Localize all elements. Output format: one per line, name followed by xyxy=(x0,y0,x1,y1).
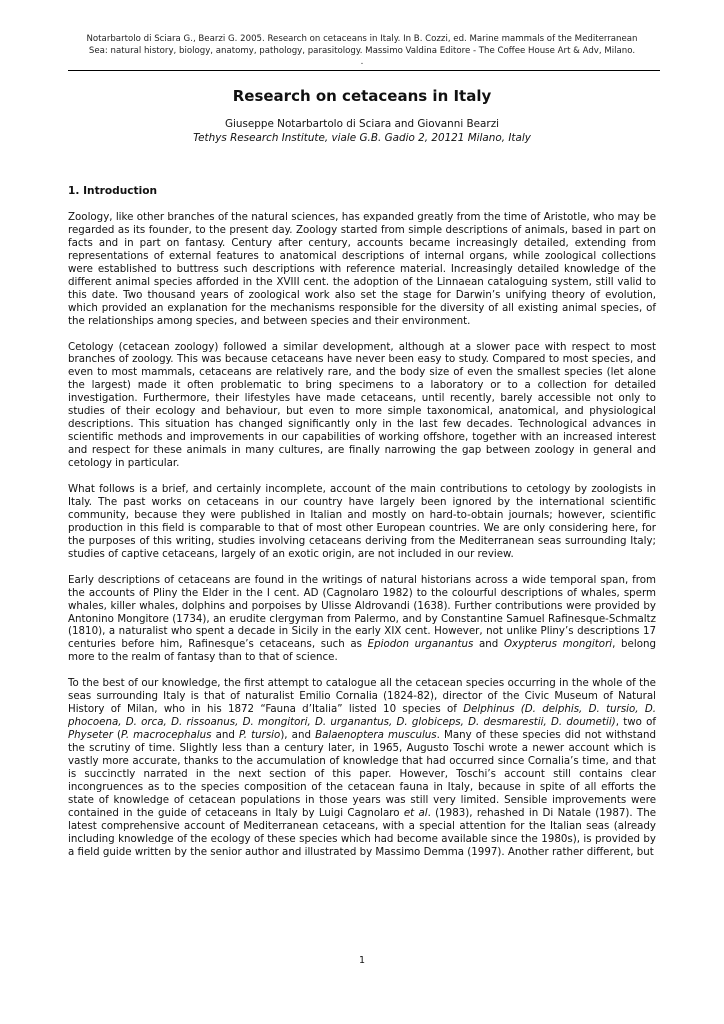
paragraph-text: ), and xyxy=(280,729,316,742)
species-name: Delphinus (D. delphis, D. tursio, D. phocoena, D. orca, D. rissoanus, D. mongitori, D. urganantus, D. globiceps, D. desmarestii, D. doumetii) xyxy=(68,703,657,729)
latin-abbreviation: et al xyxy=(403,806,428,819)
paragraph-text: . (1983), rehashed in Di Natale (1987). The latest comprehensive account of Mediterranean cetaceans, with a special attention for the Italian seas (already including knowledge of the ecology of these species which had become available since the 1980s), is provided by a field guide written by the senior author and illustrated by Massimo Demma (1997). Another rather different, but xyxy=(68,806,657,858)
paragraph-text: Early descriptions of cetaceans are found in the writings of natural historians across a wide temporal span, from the accounts of Pliny the Elder in the I cent. AD (Cagnolaro 1982) to the colourful descriptions of whales, sperm whales, killer whales, dolphins and porpoises by Ulisse Aldrovandi (1638). Further contributions were provided by Antonino Mongitore (1734), an erudite clergyman from Palermo, and by Constantine Samuel Rafinesque-Schmaltz (1810), a naturalist who spent a decade in Sicily in the early XIX cent. However, not unlike Pliny’s descriptions 17 centuries before him, Rafinesque’s cetaceans, such as xyxy=(68,573,656,651)
citation-line-1: Notarbartolo di Sciara G., Bearzi G. 2005. Research on cetaceans in Italy. In B. Cozzi, ed. Marine mammals of the Mediterranean xyxy=(86,34,638,44)
section-heading: 1. Introduction xyxy=(68,185,158,197)
paper-title: Research on cetaceans in Italy xyxy=(232,87,492,105)
page-number: 1 xyxy=(358,955,366,966)
paragraph-text: , belong more to the realm of fantasy than to that of science. xyxy=(68,638,656,664)
citation-line-2: Sea: natural history, biology, anatomy, pathology, parasitology. Massimo Valdina Editore - The Coffee House Art & Adv, Milano. xyxy=(88,45,636,56)
species-name: Epiodon urganantus xyxy=(367,638,474,651)
paragraph-text: . Many of these species did not withstand the scrutiny of time. Slightly less than a century later, in 1965, Augusto Toschi wrote a newer account which is vastly more accurate, thanks to the accumulation of knowledge that had occurred since Cornalia’s time, and that is succinctly narrated in the next section of this paper. However, Toschi’s account still contains clear incongruences as to the species composition of the cetacean fauna in Italy, because in spite of all efforts the state of knowledge of cetacean populations in those years was still very limited. Sensible improvements were contained in the guide of cetaceans in Italy by Luigi Cagnolaro xyxy=(68,729,656,819)
paragraph-3: What follows is a brief, and certainly incomplete, account of the main contributions to cetology by zoologists in Italy. The past works on cetaceans in our country have largely been ignored by the international scientific community, because they were published in Italian and mostly on hard-to-obtain journals; however, scientific production in this field is comparable to that of most other European countries. We are only considering here, for the purposes of this writing, studies involving cetaceans deriving from the Mediterranean seas surrounding Italy; studies of captive cetaceans, largely of an exotic origin, are not included in our review. xyxy=(68,482,656,560)
species-name: Physeter xyxy=(68,729,113,742)
paragraph-4 xyxy=(68,574,656,665)
species-name: Oxypterus mongitori xyxy=(503,638,613,651)
body-text xyxy=(68,211,656,859)
paragraph-2: Cetology (cetacean zoology) followed a similar development, although at a slower pace with respect to most branches of zoology. This was because cetaceans have never been easy to study. Compared to most species, and even to most mammals, cetaceans are relatively rare, and the body size of even the smallest species (let alone the largest) made it often problematic to bring specimens to a laboratory or to a collection for detailed investigation. Furthermore, their lifestyles have made cetaceans, until recently, barely accessible not only to studies of their ecology and behaviour, but even to more simple taxonomical, anatomical, and physiological descriptions. This situation has changed significantly only in the last few decades. Technological advances in scientific methods and improvements in our capabilities of working offshore, together with an increased interest and respect for these animals in many cultures, are finally narrowing the gap between zoology in general and cetology in particular. xyxy=(68,340,656,470)
paragraph-5 xyxy=(68,677,656,858)
paper-affiliation: Tethys Research Institute, viale G.B. Gadio 2, 20121 Milano, Italy xyxy=(193,132,531,144)
citation-line-3: . xyxy=(360,57,364,67)
paragraph-text: , two of xyxy=(615,716,657,729)
paragraph-text: ( xyxy=(112,729,122,742)
paragraph-text: and xyxy=(473,638,504,651)
header-divider xyxy=(68,70,660,71)
paragraph-text: and xyxy=(211,729,239,742)
species-name: P. macrocephalus xyxy=(121,729,212,742)
paper-authors: Giuseppe Notarbartolo di Sciara and Giovanni Bearzi xyxy=(224,118,500,130)
species-name: Balaenoptera musculus xyxy=(315,729,437,742)
citation-header xyxy=(68,34,656,69)
paragraph-1: Zoology, like other branches of the natural sciences, has expanded greatly from the time of Aristotle, who may be regarded as its founder, to the present day. Zoology started from simple descriptions of animals, based in part on facts and in part on fantasy. Century after century, accounts became increasingly detailed, extending from representations of external features to anatomical descriptions of internal organs, while zoological collections were established to buttress such descriptions with reference material. Increasingly detailed knowledge of the different animal species afforded in the XVIII cent. the adoption of the Linnaean cataloguing system, still valid to this date. Two thousand years of zoological work also set the stage for Darwin’s unifying theory of evolution, which provided an explanation for the mechanisms responsible for the diversity of all existing animal species, of the relationships among species, and between species and their environment. xyxy=(68,211,656,327)
species-name: P. tursio xyxy=(238,729,281,742)
paragraph-text: To the best of our knowledge, the first attempt to catalogue all the cetacean species occurring in the whole of the seas surrounding Italy is that of naturalist Emilio Cornalia (1824-82), director of the Civic Museum of Natural History of Milan, who in his 1872 “Fauna d’Italia” listed 10 species of xyxy=(68,677,656,716)
